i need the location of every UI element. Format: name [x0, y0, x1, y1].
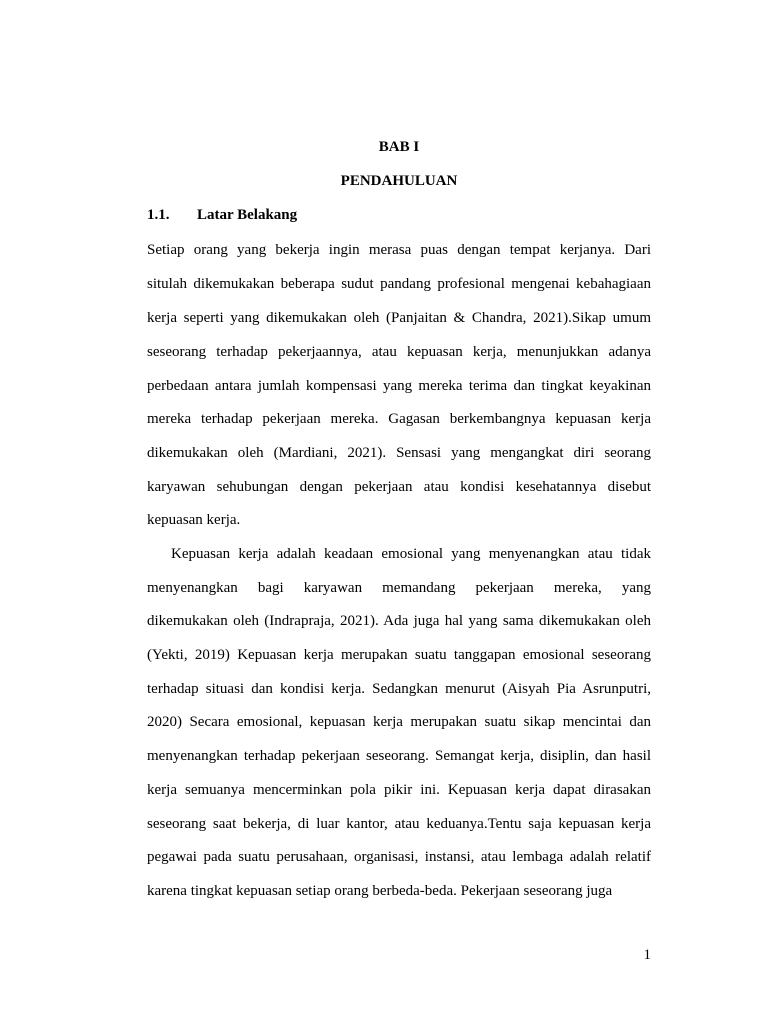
section-title: Latar Belakang [197, 207, 298, 223]
paragraph-line: Kepuasan kerja adalah keadaan emosional yang menyenangkan atau tidak [171, 546, 651, 562]
page-number: 1 [643, 947, 651, 963]
paragraph-line: 2020) Secara emosional, kepuasan kerja merupakan suatu sikap mencintai dan [147, 714, 651, 730]
paragraph-line: perbedaan antara jumlah kompensasi yang mereka terima dan tingkat keyakinan [147, 378, 651, 394]
chapter-title: PENDAHULUAN [340, 173, 458, 189]
paragraph-line: seseorang terhadap pekerjaannya, atau kepuasan kerja, menunjukkan adanya [147, 344, 651, 360]
paragraph-line: kerja semuanya mencerminkan pola pikir ini. Kepuasan kerja dapat dirasakan [147, 782, 651, 798]
paragraph-line: karena tingkat kepuasan setiap orang berbeda-beda. Pekerjaan seseorang juga [147, 883, 613, 899]
paragraph-line: karyawan sehubungan dengan pekerjaan atau kondisi kesehatannya disebut [147, 479, 651, 495]
paragraph-line: situlah dikemukakan beberapa sudut pandang profesional mengenai kebahagiaan [147, 276, 651, 292]
paragraph-line: pegawai pada suatu perusahaan, organisasi, instansi, atau lembaga adalah relatif [147, 849, 651, 865]
paragraph-line: kepuasan kerja. [147, 512, 241, 528]
paragraph-line: menyenangkan bagi karyawan memandang pekerjaan mereka, yang [147, 580, 651, 596]
paragraph-line: Setiap orang yang bekerja ingin merasa puas dengan tempat kerjanya. Dari [147, 242, 651, 258]
chapter-label: BAB I [378, 139, 420, 155]
paragraph-line: seseorang saat bekerja, di luar kantor, atau keduanya.Tentu saja kepuasan kerja [147, 816, 651, 832]
paragraph-line: (Yekti, 2019) Kepuasan kerja merupakan suatu tanggapan emosional seseorang [147, 647, 651, 663]
paragraph-line: menyenangkan terhadap pekerjaan seseorang. Semangat kerja, disiplin, dan hasil [147, 748, 651, 764]
paragraph-line: terhadap situasi dan kondisi kerja. Sedangkan menurut (Aisyah Pia Asrunputri, [147, 681, 651, 697]
paragraph-line: mereka terhadap pekerjaan mereka. Gagasan berkembangnya kepuasan kerja [147, 411, 651, 427]
paragraph-line: dikemukakan oleh (Indrapraja, 2021). Ada juga hal yang sama dikemukakan oleh [147, 613, 651, 629]
section-number: 1.1. [147, 207, 170, 223]
section-heading [147, 207, 297, 224]
paragraph-line: dikemukakan oleh (Mardiani, 2021). Sensasi yang mengangkat diri seorang [147, 445, 651, 461]
paragraph-line: kerja seperti yang dikemukakan oleh (Panjaitan & Chandra, 2021).Sikap umum [147, 310, 651, 326]
